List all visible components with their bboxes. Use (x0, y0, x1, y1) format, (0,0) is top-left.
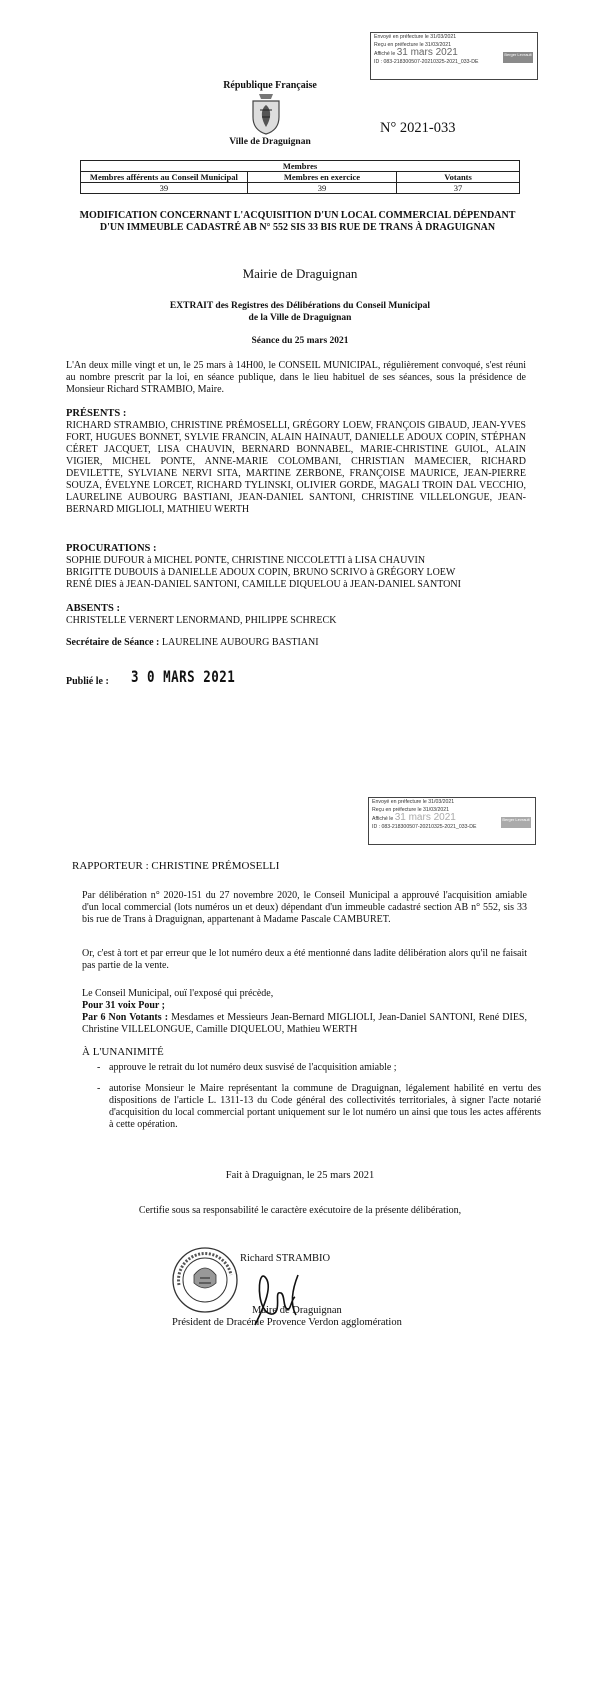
members-table-title: Membres (81, 161, 520, 172)
deliberation-number: N° 2021-033 (380, 120, 456, 136)
vote-non-votants-list: Mesdames et Messieurs Jean-Bernard MIGLIOLI, Jean-Daniel SANTONI, René DIES, Christine VILLELONGUE, Camille DIQUELOU, Mathieu WERTH (82, 1012, 527, 1035)
vote-intro: Le Conseil Municipal, ouï l'exposé qui précède, (82, 988, 274, 999)
certification-text: Certifie sous sa responsabilité le caractère exécutoire de la présente délibération, (138, 1205, 462, 1216)
vote-non-votants-label: Par 6 Non Votants : (82, 1012, 169, 1023)
members-value-afferents: 39 (81, 183, 248, 194)
presents-list: RICHARD STRAMBIO, CHRISTINE PRÉMOSELLI, GRÉGORY LOEW, FRANÇOIS GIBAUD, JEAN-YVES FORT, HUGUES BONNET, SYLVIE FRANCIN, ALAIN HAINAUT, DANIELLE ADOUX COPIN, STÉPHAN CÉRET JACQUET, LISA CHAUVIN, BERNARD BONNABEL, MARIE-CHRISTINE GUIOL, ALAIN VIGIER, MICHEL PONTE, ANNE-MARIE COLOMBANI, CHRISTIAN MAMECIER, RICHARD DEVILETTE, SYLVIANE NERVI SITA, MARTINE ZERBONE, FRANÇOISE MAURICE, JEAN-PIERRE SOUZA, ÉVELYNE LORCET, RICHARD TYLINSKI, OLIVIER GORDE, MAGALI TROIN DAL VECCHIO, LAURELINE AUBOURG BASTIANI, JEAN-DANIEL SANTONI, CHRISTINE VILLELONGUE, JEAN-BERNARD MIGLIOLI, MATHIEU WERTH (66, 420, 526, 515)
prefecture-stamp-top (370, 32, 538, 80)
signatory-role-mayor: Maire de Draguignan (252, 1305, 342, 1316)
publie-date-stamp: 3 0 MARS 2021 (131, 667, 236, 686)
mairie-heading: Mairie de Draguignan (242, 266, 358, 281)
unanimite-label: À L'UNANIMITÉ (82, 1046, 164, 1058)
stamp-posted-date: 31 mars 2021 (394, 812, 456, 824)
rapporteur: RAPPORTEUR : CHRISTINE PRÉMOSELLI (72, 860, 280, 872)
signatory-name: Richard STRAMBIO (240, 1253, 331, 1264)
presents-title: PRÉSENTS : (66, 408, 127, 419)
stamp-posted-label: Affiché le (372, 816, 394, 823)
city-coat-of-arms-icon (250, 92, 282, 136)
members-header-exercice: Membres en exercice (247, 172, 396, 183)
decision-item-autorise: - autorise Monsieur le Maire représentant la commune de Draguignan, légalement habilité en vertu des dispositions de l'article L. 1311-13 du Code général des collectivités territoriales, à signer l'acte notarié d'acquisition du local commercial portant uniquement sur le lot numéro un ainsi que tous les actes afférents à cette opération. (109, 1083, 541, 1131)
prefecture-stamp-page2 (368, 797, 536, 845)
stamp-posted-date: 31 mars 2021 (396, 47, 458, 59)
decision-item-retrait: - approuve le retrait du lot numéro deux susvisé de l'acquisition amiable ; (109, 1062, 541, 1074)
stamp-line-sent: Envoyé en préfecture le 31/03/2021 (372, 799, 455, 805)
republique-heading: République Française (223, 80, 317, 91)
members-header-afferents: Membres afférents au Conseil Municipal (81, 172, 248, 183)
procuration-line: SOPHIE DUFOUR à MICHEL PONTE, CHRISTINE NICCOLETTI à LISA CHAUVIN (66, 555, 426, 566)
procuration-line: BRIGITTE DUBOUIS à DANIELLE ADOUX COPIN, BRUNO SCRIVO à GRÉGORY LOEW (66, 567, 456, 578)
stamp-line-sent: Envoyé en préfecture le 31/03/2021 (374, 34, 457, 40)
extrait-line-2: de la Ville de Draguignan (248, 313, 352, 323)
ville-heading: Ville de Draguignan (229, 137, 311, 147)
members-header-votants: Votants (397, 172, 520, 183)
fait-a-draguignan: Fait à Draguignan, le 25 mars 2021 (225, 1170, 375, 1181)
intro-paragraph: L'An deux mille vingt et un, le 25 mars à 14H00, le CONSEIL MUNICIPAL, régulièrement convoqué, s'est réuni au nombre prescrit par la loi, en séance publique, dans le lieu habituel de ses séances, sous la présidence de Monsieur Richard STRAMBIO, Maire. (66, 360, 526, 395)
stamp-line-received: Reçu en préfecture le 31/03/2021 (374, 41, 452, 48)
members-value-exercice: 39 (247, 183, 396, 194)
decision-list (95, 1062, 541, 1140)
procuration-line: RENÉ DIES à JEAN-DANIEL SANTONI, CAMILLE DIQUELOU à JEAN-DANIEL SANTONI (66, 579, 461, 590)
official-seal-icon (170, 1245, 240, 1315)
stamp-id: ID : 083-218300507-20210325-2021_033-DE (374, 58, 479, 65)
procurations-title: PROCURATIONS : (66, 543, 157, 554)
stamp-badge: Berger Levrault (501, 817, 531, 828)
secretaire-name: LAURELINE AUBOURG BASTIANI (161, 637, 319, 648)
stamp-badge: Berger Levrault (503, 52, 533, 63)
stamp-id: ID : 083-218300507-20210325-2021_033-DE (372, 823, 477, 830)
stamp-posted-label: Affiché le (374, 51, 396, 58)
absents-list: CHRISTELLE VERNERT LENORMAND, PHILIPPE SCHRECK (66, 615, 337, 626)
publie-label: Publié le : (66, 676, 109, 687)
paragraph-error: Or, c'est à tort et par erreur que le lot numéro deux a été mentionné dans ladite délibération alors qu'il ne faisait pas partie de la vente. (82, 948, 527, 971)
vote-pour: Pour 31 voix Pour ; (82, 1000, 165, 1011)
seance-date: Séance du 25 mars 2021 (251, 336, 349, 346)
members-table (80, 160, 520, 194)
deliberation-subject: MODIFICATION CONCERNANT L'ACQUISITION D'UN LOCAL COMMERCIAL DÉPENDANT D'UN IMMEUBLE CADASTRÉ AB N° 552 SIS 33 BIS RUE DE TRANS À DRAGUIGNAN (79, 210, 516, 233)
stamp-line-received: Reçu en préfecture le 31/03/2021 (372, 806, 450, 813)
members-value-votants: 37 (397, 183, 520, 194)
secretaire-label: Secrétaire de Séance : (66, 637, 160, 648)
paragraph-deliberation-2020: Par délibération n° 2020-151 du 27 novembre 2020, le Conseil Municipal a approuvé l'acquisition amiable d'un local commercial (lots numéros un et deux) dépendant d'un immeuble cadastré section AB n° 552, sis 33 bis rue de Trans à Draguignan, appartenant à Madame Pascale CAMBURET. (82, 890, 527, 925)
absents-title: ABSENTS : (66, 603, 120, 614)
signatory-role-president: Président de Dracénie Provence Verdon agglomération (172, 1317, 402, 1328)
extrait-line-1: EXTRAIT des Registres des Délibérations du Conseil Municipal (169, 301, 431, 311)
